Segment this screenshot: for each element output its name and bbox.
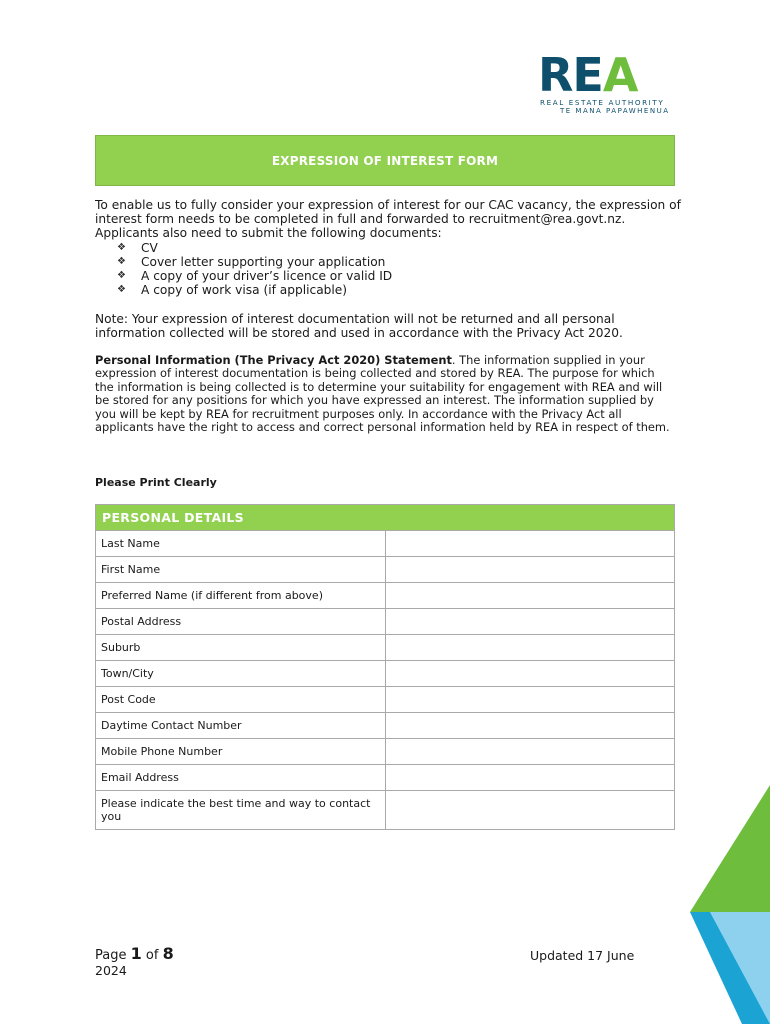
field-label-last-name: Last Name	[96, 531, 386, 557]
field-label-town-city: Town/City	[96, 661, 386, 687]
list-item: ❖ CV	[117, 240, 158, 255]
field-label-preferred-name: Preferred Name (if different from above)	[96, 583, 386, 609]
page-number: 1	[130, 944, 142, 963]
field-label-first-name: First Name	[96, 557, 386, 583]
logo-tagline: REAL ESTATE AUTHORITY	[540, 98, 665, 107]
diamond-bullet-icon: ❖	[117, 270, 126, 282]
print-clearly-label: Please Print Clearly	[95, 476, 217, 489]
personal-details-heading: PERSONAL DETAILS	[96, 505, 675, 531]
form-title: EXPRESSION OF INTEREST FORM	[95, 135, 675, 186]
field-label-suburb: Suburb	[96, 635, 386, 661]
diamond-bullet-icon: ❖	[117, 255, 126, 267]
page-total: 8	[162, 944, 174, 963]
footer-year: 2024	[95, 963, 127, 978]
privacy-heading: Personal Information (The Privacy Act 2020) Statement	[95, 353, 452, 367]
field-label-best-contact-time: Please indicate the best time and way to contact you	[96, 791, 386, 830]
updated-date: Updated 17 June	[530, 948, 635, 963]
privacy-text: . The information supplied in your expression of interest documentation is being collected and stored by REA. The purpose for which the information is being collected is to determine your suitability for engagement with REA and will be stored for any positions for which you have expressed an interest. The information supplied by you will be kept by REA for recruitment purposes only. In accordance with the Privacy Act all applicants have the right to access and correct personal information held by REA in respect of them.	[95, 353, 670, 435]
logo-wordmark: REA	[538, 48, 638, 102]
field-label-postal-address: Postal Address	[96, 609, 386, 635]
deco-green-triangle	[690, 785, 770, 912]
list-item: ❖ Cover letter supporting your application	[117, 254, 386, 269]
list-item: ❖ A copy of work visa (if applicable)	[117, 283, 348, 298]
diamond-bullet-icon: ❖	[117, 284, 126, 296]
list-item: ❖ A copy of your driver’s licence or valid ID	[117, 269, 393, 284]
page-indicator: Page 1 of 8	[95, 944, 174, 963]
intro-text: To enable us to fully consider your expression of interest for our CAC vacancy, the expression of interest form needs to be completed in full and forwarded to recruitment@rea.govt.nz. Applicants also need to submit the following documents:	[95, 198, 681, 241]
field-label-post-code: Post Code	[96, 687, 386, 713]
field-label-daytime-number: Daytime Contact Number	[96, 713, 386, 739]
logo-maori-tagline: TE MANA PAPAWHENUA	[560, 107, 670, 115]
field-label-mobile-number: Mobile Phone Number	[96, 739, 386, 765]
field-label-email: Email Address	[96, 765, 386, 791]
diamond-bullet-icon: ❖	[117, 241, 126, 253]
note-text: Note: Your expression of interest documentation will not be returned and all personal information collected will be stored and used in accordance with the Privacy Act 2020.	[95, 312, 623, 341]
